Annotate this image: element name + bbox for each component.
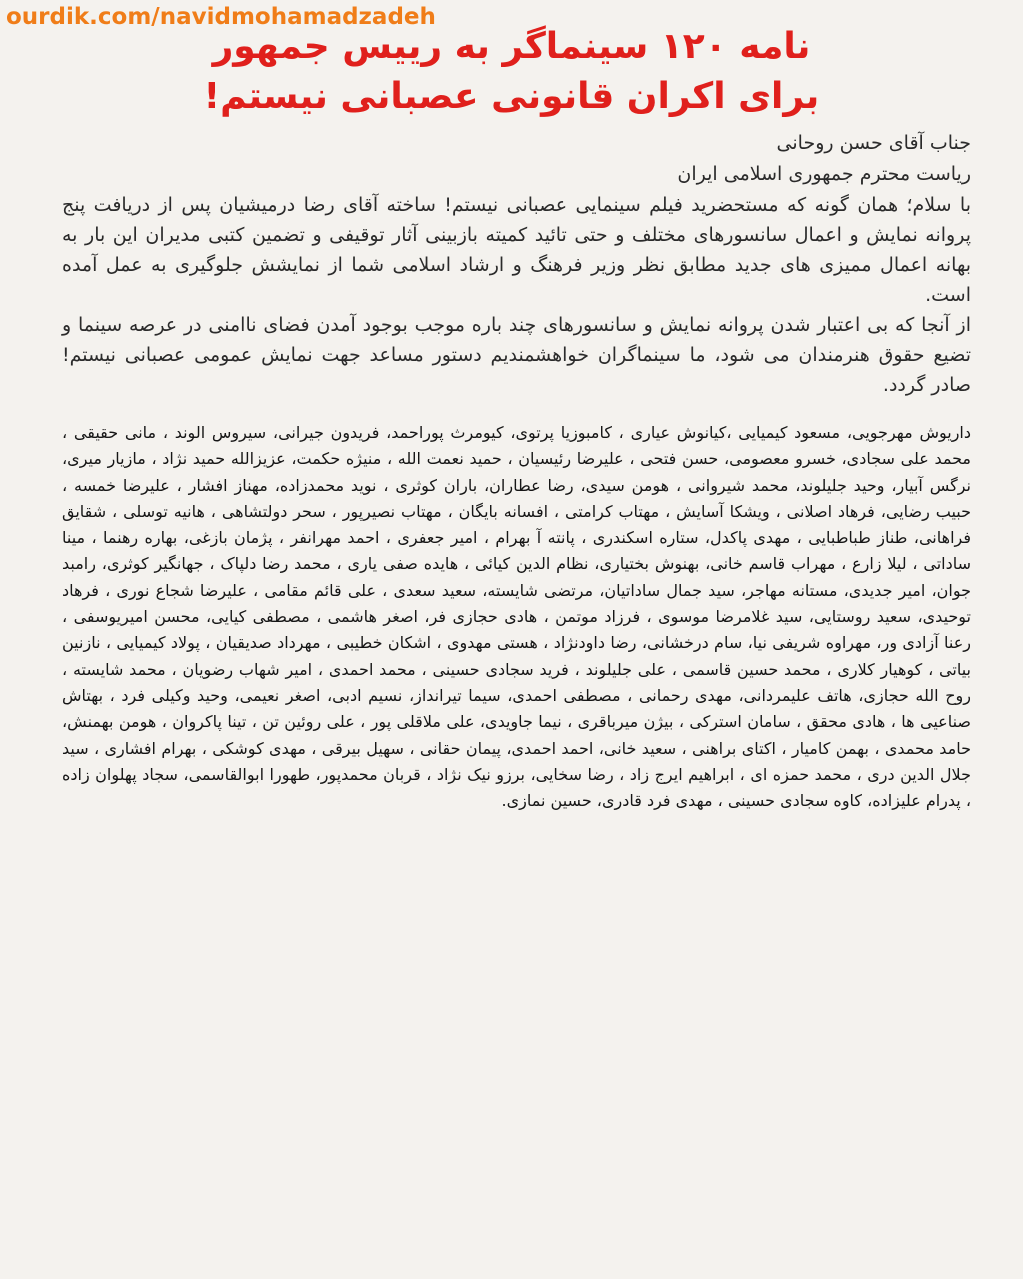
letter-addressee: جناب آقای حسن روحانی bbox=[776, 132, 971, 154]
watermark-handle: navidmohamadzadeh bbox=[159, 4, 436, 30]
headline-line-1: نامه ۱۲۰ سینماگر به رییس جمهور bbox=[212, 26, 811, 67]
letter-paragraph-2: از آنجا که بی اعتبار شدن پروانه نمایش و سانسورهای چند باره موجب بوجود آمدن فضای ناامنی در عرصه سینما و تضیع حقوق هنرمندان می شود، ما سینماگران خواهشمندیم دستور مساعد جهت نمایش عمومی عصبانی نیستم! صادر گردد. bbox=[62, 314, 971, 396]
headline bbox=[150, 22, 873, 122]
letter-addressee-title: ریاست محترم جمهوری اسلامی ایران bbox=[677, 163, 971, 185]
signatories-text: داریوش مهرجویی، مسعود کیمیایی ،کیانوش عیاری ، کامبوزیا پرتوی، کیومرث پوراحمد، فریدون جیرانی، سیروس الوند ، مانی حقیقی ، محمد علی سجادی، خسرو معصومی، حسن فتحی ، علیرضا رئیسیان ، حمید نعمت الله ، منیژه حکمت، عزیزالله حمید نژاد ، مازیار میری، نرگس آبیار، وحید جلیلوند، محمد شیروانی ، هومن سیدی، رضا عطاران، باران کوثری ، نوید محمدزاده، مهناز افشار ، علیرضا خمسه ، حبیب رضایی، فرهاد اصلانی ، ویشکا آسایش ، مهتاب کرامتی ، افسانه بایگان ، مهتاب نصیرپور ، سحر دولتشاهی ، هانیه توسلی ، شقایق فراهانی، طناز طباطبایی ، مهدی پاکدل، ستاره اسکندری ، پانته آ بهرام ، امیر جعفری ، احمد مهرانفر ، پژمان بازغی، بهاره رهنما ، مینا ساداتی ، لیلا زارع ، مهراب قاسم خانی، بهنوش بختیاری، نظام الدین کیائی ، هایده صفی یاری ، محمد رضا دلپاک ، جهانگیر کوثری، رامبد جوان، امیر جدیدی، مستانه مهاجر، سید جمال ساداتیان، مرتضی شایسته، سعید سعدی ، علی قائم مقامی ، علیرضا شجاع نوری ، فرهاد توحیدی، سعید روستایی، سید غلامرضا موسوی ، فرزاد موتمن ، هادی حجازی فر، اصغر هاشمی ، مصطفی کیایی، محسن امیریوسفی ، رعنا آزادی ور، مهراوه شریفی نیا، سام درخشانی، رضا داودنژاد ، هستی مهدوی ، اشکان خطیبی ، مهرداد صدیقیان ، پولاد کیمیایی ، نازنین بیاتی ، کوهیار کلاری ، محمد حسین قاسمی ، علی جلیلوند ، فرید سجادی حسینی ، محمد احمدی ، امیر شهاب رضویان ، محمد شایسته ، روح الله حجازی، هاتف علیمردانی، مهدی رحمانی ، مصطفی احمدی، سیما تیرانداز، نسیم ادبی، اصغر نعیمی، وحید وکیلی فرد ، بهتاش صناعیی ها ، هادی محقق ، سامان استرکی ، بیژن میرباقری ، نیما جاویدی، علی ملاقلی پور ، علی روئین تن ، تینا پاکروان ، هومن بهمنش، حامد محمدی ، بهمن کامیار ، اکتای براهنی ، سعید خانی، احمد احمدی، پیمان حقانی ، سهیل بیرقی ، مهدی کوشکی ، بهرام افشاری ، سید جلال الدین دری ، محمد حمزه ای ، ابراهیم ایرج زاد ، رضا سخایی، برزو نیک نژاد ، قربان محمدپور، طهورا ابوالقاسمی، سجاد پهلوان زاده ، پدرام علیزاده، کاوه سجادی حسینی ، مهدی فرد قادری، حسین نمازی. bbox=[62, 423, 971, 811]
letter-paragraph-1: با سلام؛ همان گونه که مستحضرید فیلم سینمایی عصبانی نیستم! ساخته آقای رضا درمیشیان پس از دریافت پنج پروانه نمایش و اعمال سانسورهای مختلف و حتی تائید کمیته بازبینی آثار توقیفی و تضمین کتبی مدیران این بار به بهانه اعمال ممیزی های جدید مطابق نظر وزیر فرهنگ و ارشاد اسلامی شما از نمایشش جلوگیری به عمل آمده است. bbox=[62, 194, 971, 306]
signatories-list bbox=[62, 420, 971, 814]
watermark-site: ourdik.com/ bbox=[6, 4, 160, 30]
letter-content bbox=[62, 128, 971, 814]
letter-body bbox=[62, 128, 971, 400]
headline-line-2: برای اکران قانونی عصبانی نیستم! bbox=[203, 76, 820, 117]
